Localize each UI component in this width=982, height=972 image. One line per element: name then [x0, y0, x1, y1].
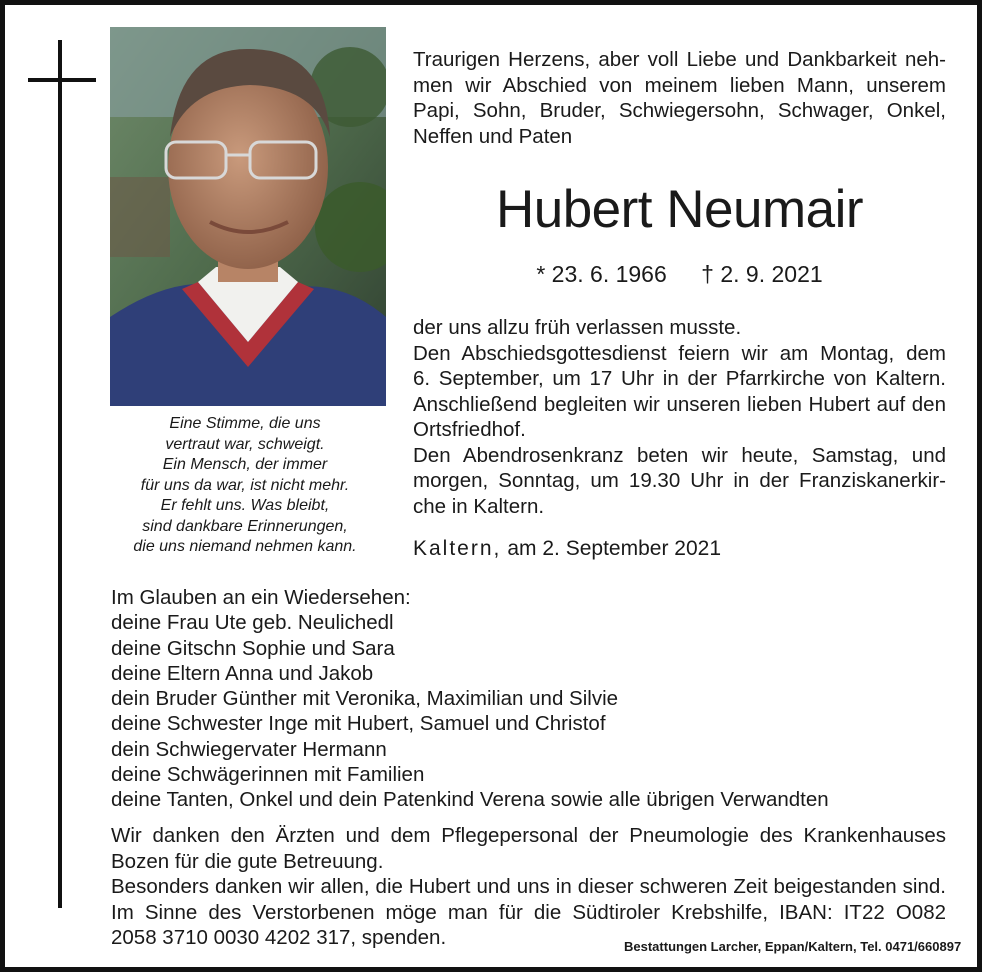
birth-date: * 23. 6. 1966 [536, 261, 667, 287]
funeral-details [413, 315, 946, 519]
mourner-line: Im Glauben an ein Wiedersehen: [111, 586, 411, 609]
thanks-line: Besonders danken wir allen, die Hubert und uns in dieser schweren Zeit beigestanden sind. [111, 875, 946, 898]
quote-line: vertraut war, schweigt. [165, 435, 325, 453]
intro-line: Traurigen Herzens, aber voll Liebe und Dankbarkeit neh- [413, 48, 946, 71]
mourner-line: deine Gitschn Sophie und Sara [111, 636, 395, 660]
body-line: morgen, Sonntag, um 19.30 Uhr in der Franziskanerkir- [413, 469, 946, 492]
mourner-line: dein Schwiegervater Hermann [111, 737, 387, 761]
mourner-line: deine Eltern Anna und Jakob [111, 661, 374, 685]
memorial-quote [105, 414, 385, 558]
thanks-line: 2058 3710 0030 4202 317, spenden. [111, 926, 447, 949]
quote-line: Eine Stimme, die uns [169, 415, 321, 432]
intro-line: men wir Abschied von meinem lieben Mann, unserem [413, 73, 946, 97]
quote-line: die uns niemand nehmen kann. [133, 538, 357, 555]
intro-text [413, 47, 946, 149]
body-line: 6. September, um 17 Uhr in der Pfarrkirche von Kaltern. [413, 367, 946, 390]
portrait-photo [110, 27, 386, 406]
cross-symbol-vertical [58, 40, 62, 908]
intro-line: Neffen und Paten [413, 124, 573, 148]
thanks-line: Im Sinne des Verstorbenen möge man für die Südtiroler Krebshilfe, IBAN: IT22 O082 [111, 900, 946, 924]
thanks-line: Bozen für die gute Betreuung. [111, 849, 384, 873]
place: Kaltern, [413, 537, 502, 560]
body-line: Den Abendrosenkranz beten wir heute, Samstag, und [413, 443, 946, 467]
mourner-line: deine Tanten, Onkel und dein Patenkind Verena sowie alle übrigen Verwandten [111, 788, 829, 812]
body-line: der uns allzu früh verlassen musste. [413, 316, 742, 339]
death-date: † 2. 9. 2021 [701, 261, 823, 287]
quote-line: für uns da war, ist nicht mehr. [140, 476, 350, 494]
portrait-illustration [110, 27, 386, 406]
life-dates [413, 260, 946, 288]
place-and-date [413, 536, 721, 562]
quote-line: sind dankbare Erinnerungen, [142, 517, 348, 535]
body-line: Den Abschiedsgottesdienst feiern wir am Montag, dem [413, 341, 946, 365]
mourners-list [111, 585, 829, 813]
cross-symbol-horizontal [28, 78, 96, 82]
date: am 2. September 2021 [507, 537, 722, 560]
undertaker-credit: Bestattungen Larcher, Eppan/Kaltern, Tel. 0471/660897 [624, 939, 962, 954]
intro-line: Papi, Sohn, Bruder, Schwiegersohn, Schwager, Onkel, [413, 99, 946, 122]
mourner-line: deine Schwester Inge mit Hubert, Samuel und Christof [111, 712, 606, 736]
mourner-line: dein Bruder Günther mit Veronika, Maximilian und Silvie [111, 687, 619, 711]
body-line: Ortsfriedhof. [413, 418, 526, 441]
mourner-line: deine Schwägerinnen mit Familien [111, 763, 425, 787]
thanks-line: Wir danken den Ärzten und dem Pflegepersonal der Pneumologie des Krankenhauses [111, 824, 946, 847]
mourner-line: deine Frau Ute geb. Neulichedl [111, 611, 394, 635]
quote-line: Er fehlt uns. Was bleibt, [160, 497, 330, 514]
deceased-name: Hubert Neumair [495, 180, 864, 239]
body-line: che in Kaltern. [413, 494, 545, 518]
body-line: Anschließend begleiten wir unseren lieben Hubert auf den [413, 392, 946, 416]
quote-line: Ein Mensch, der immer [162, 456, 328, 473]
thanks-text [111, 823, 946, 951]
